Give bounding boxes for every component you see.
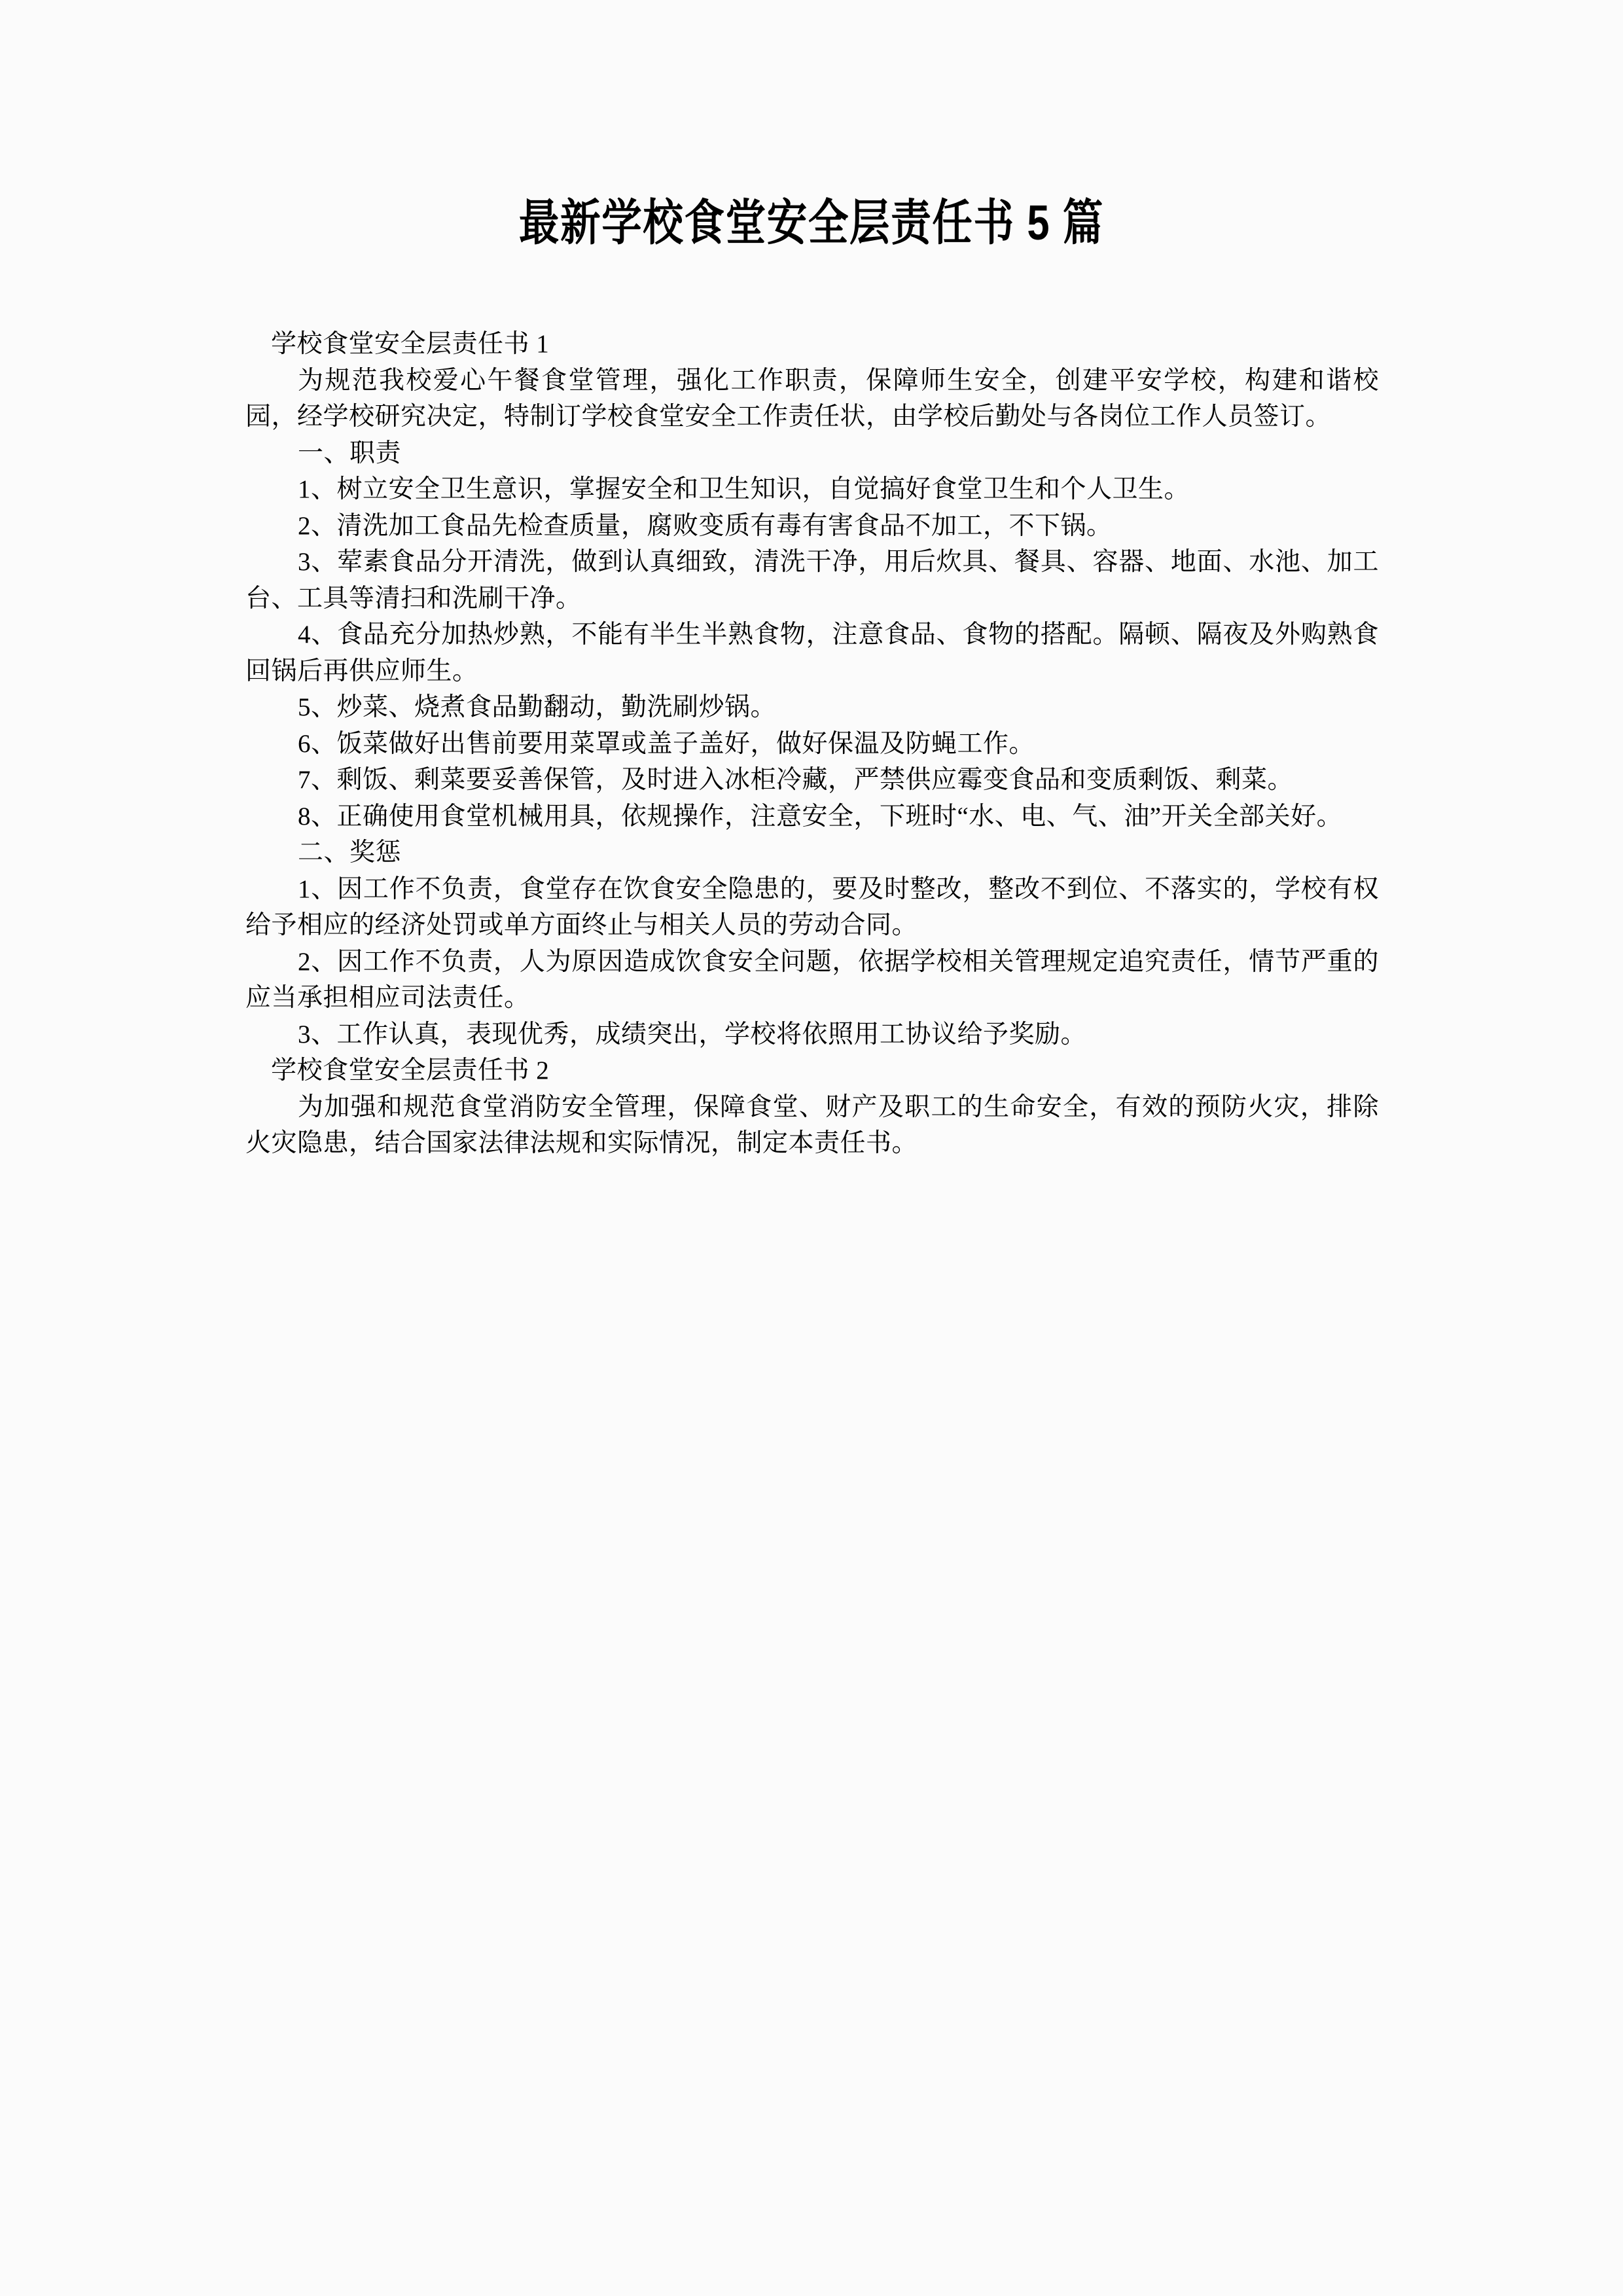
list-item: 3、荤素食品分开清洗，做到认真细致，清洗干净，用后炊具、餐具、容器、地面、水池、加工台、工具等清扫和洗刷干净。	[245, 548, 1379, 613]
list-item: 3、工作认真，表现优秀，成绩突出，学校将依照用工协议给予奖励。	[298, 1020, 1087, 1049]
section-heading: 学校食堂安全层责任书 1	[271, 330, 550, 358]
section-heading: 二、奖惩	[298, 838, 402, 867]
list-item: 4、食品充分加热炒熟，不能有半生半熟食物，注意食品、食物的搭配。隔顿、隔夜及外购熟食回锅后再供应师生。	[245, 620, 1379, 685]
list-item: 8、正确使用食堂机械用具，依规操作，注意安全，下班时“水、电、气、油”开关全部关好。	[298, 802, 1343, 831]
document-body	[245, 326, 1379, 1162]
list-item: 1、树立安全卫生意识，掌握安全和卫生知识，自觉搞好食堂卫生和个人卫生。	[298, 475, 1190, 503]
list-item: 2、因工作不负责，人为原因造成饮食安全问题，依据学校相关管理规定追究责任，情节严重的应当承担相应司法责任。	[245, 947, 1379, 1012]
paragraph: 为规范我校爱心午餐食堂管理，强化工作职责，保障师生安全，创建平安学校，构建和谐校园，经学校研究决定，特制订学校食堂安全工作责任状，由学校后勤处与各岗位工作人员签订。	[245, 366, 1379, 431]
section-heading: 学校食堂安全层责任书 2	[271, 1056, 550, 1085]
list-item: 7、剩饭、剩菜要妥善保管，及时进入冰柜冷藏，严禁供应霉变食品和变质剩饭、剩菜。	[298, 766, 1294, 794]
list-item: 2、清洗加工食品先检查质量，腐败变质有毒有害食品不加工，不下锅。	[298, 511, 1113, 540]
list-item: 5、炒菜、烧煮食品勤翻动，勤洗刷炒锅。	[298, 693, 777, 721]
section-heading: 一、职责	[298, 439, 402, 467]
page-title: 最新学校食堂安全层责任书 5 篇	[518, 195, 1105, 250]
paragraph: 为加强和规范食堂消防安全管理，保障食堂、财产及职工的生命安全，有效的预防火灾，排除火灾隐患，结合国家法律法规和实际情况，制定本责任书。	[245, 1092, 1379, 1157]
list-item: 6、饭菜做好出售前要用菜罩或盖子盖好，做好保温及防蝇工作。	[298, 729, 1035, 758]
list-item: 1、因工作不负责，食堂存在饮食安全隐患的，要及时整改，整改不到位、不落实的，学校有权给予相应的经济处罚或单方面终止与相关人员的劳动合同。	[245, 874, 1379, 939]
